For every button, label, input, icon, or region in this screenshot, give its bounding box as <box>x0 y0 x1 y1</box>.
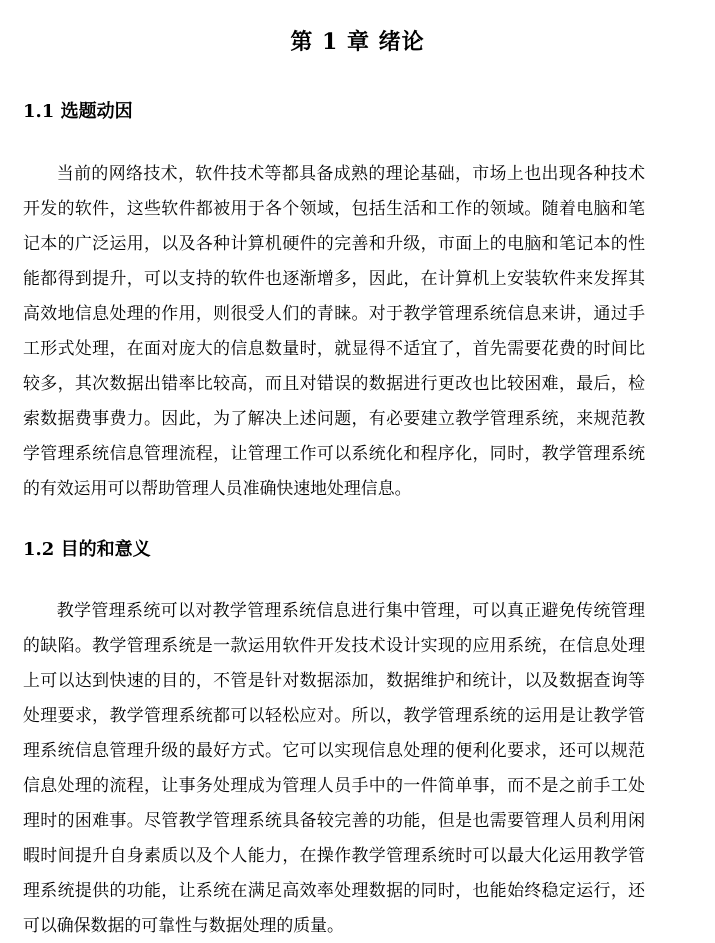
section-paragraph-1-1: 当前的网络技术，软件技术等都具备成熟的理论基础，市场上也出现各种技术开发的软件，这些软件都被用于各个领域，包括生活和工作的领域。随着电脑和笔记本的广泛运用，以及各种计算机硬件的完善和升级，市面上的电脑和笔记本的性能都得到提升，可以支持的软件也逐渐增多，因此，在计算机上安装软件来发挥其高效地信息处理的作用，则很受人们的青睐。对于教学管理系统信息来讲，通过手工形式处理，在面对庞大的信息数量时，就显得不适宜了，首先需要花费的时间比较多，其次数据出错率比较高，而且对错误的数据进行更改也比较困难，最后，检索数据费事费力。因此，为了解决上述问题，有必要建立教学管理系统，来规范教学管理系统信息管理流程，让管理工作可以系统化和程序化，同时，教学管理系统的有效运用可以帮助管理人员准确快速地处理信息。 <box>23 163 645 498</box>
section-heading-1-2: 1.2 目的和意义 <box>23 539 151 560</box>
section-heading-1-1: 1.1 选题动因 <box>23 101 133 122</box>
chapter-title: 第 1 章 绪论 <box>290 29 425 55</box>
section-paragraph-1-2: 教学管理系统可以对教学管理系统信息进行集中管理，可以真正避免传统管理的缺陷。教学管理系统是一款运用软件开发技术设计实现的应用系统，在信息处理上可以达到快速的目的，不管是针对数据添加，数据维护和统计，以及数据查询等处理要求，教学管理系统都可以轻松应对。所以，教学管理系统的运用是让教学管理系统信息管理升级的最好方式。它可以实现信息处理的便利化要求，还可以规范信息处理的流程，让事务处理成为管理人员手中的一件简单事，而不是之前手工处理时的困难事。尽管教学管理系统具备较完善的功能，但是也需要管理人员利用闲暇时间提升自身素质以及个人能力，在操作教学管理系统时可以最大化运用教学管理系统提供的功能，让系统在满足高效率处理数据的同时，也能始终稳定运行，还可以确保数据的可靠性与数据处理的质量。 <box>23 600 645 935</box>
